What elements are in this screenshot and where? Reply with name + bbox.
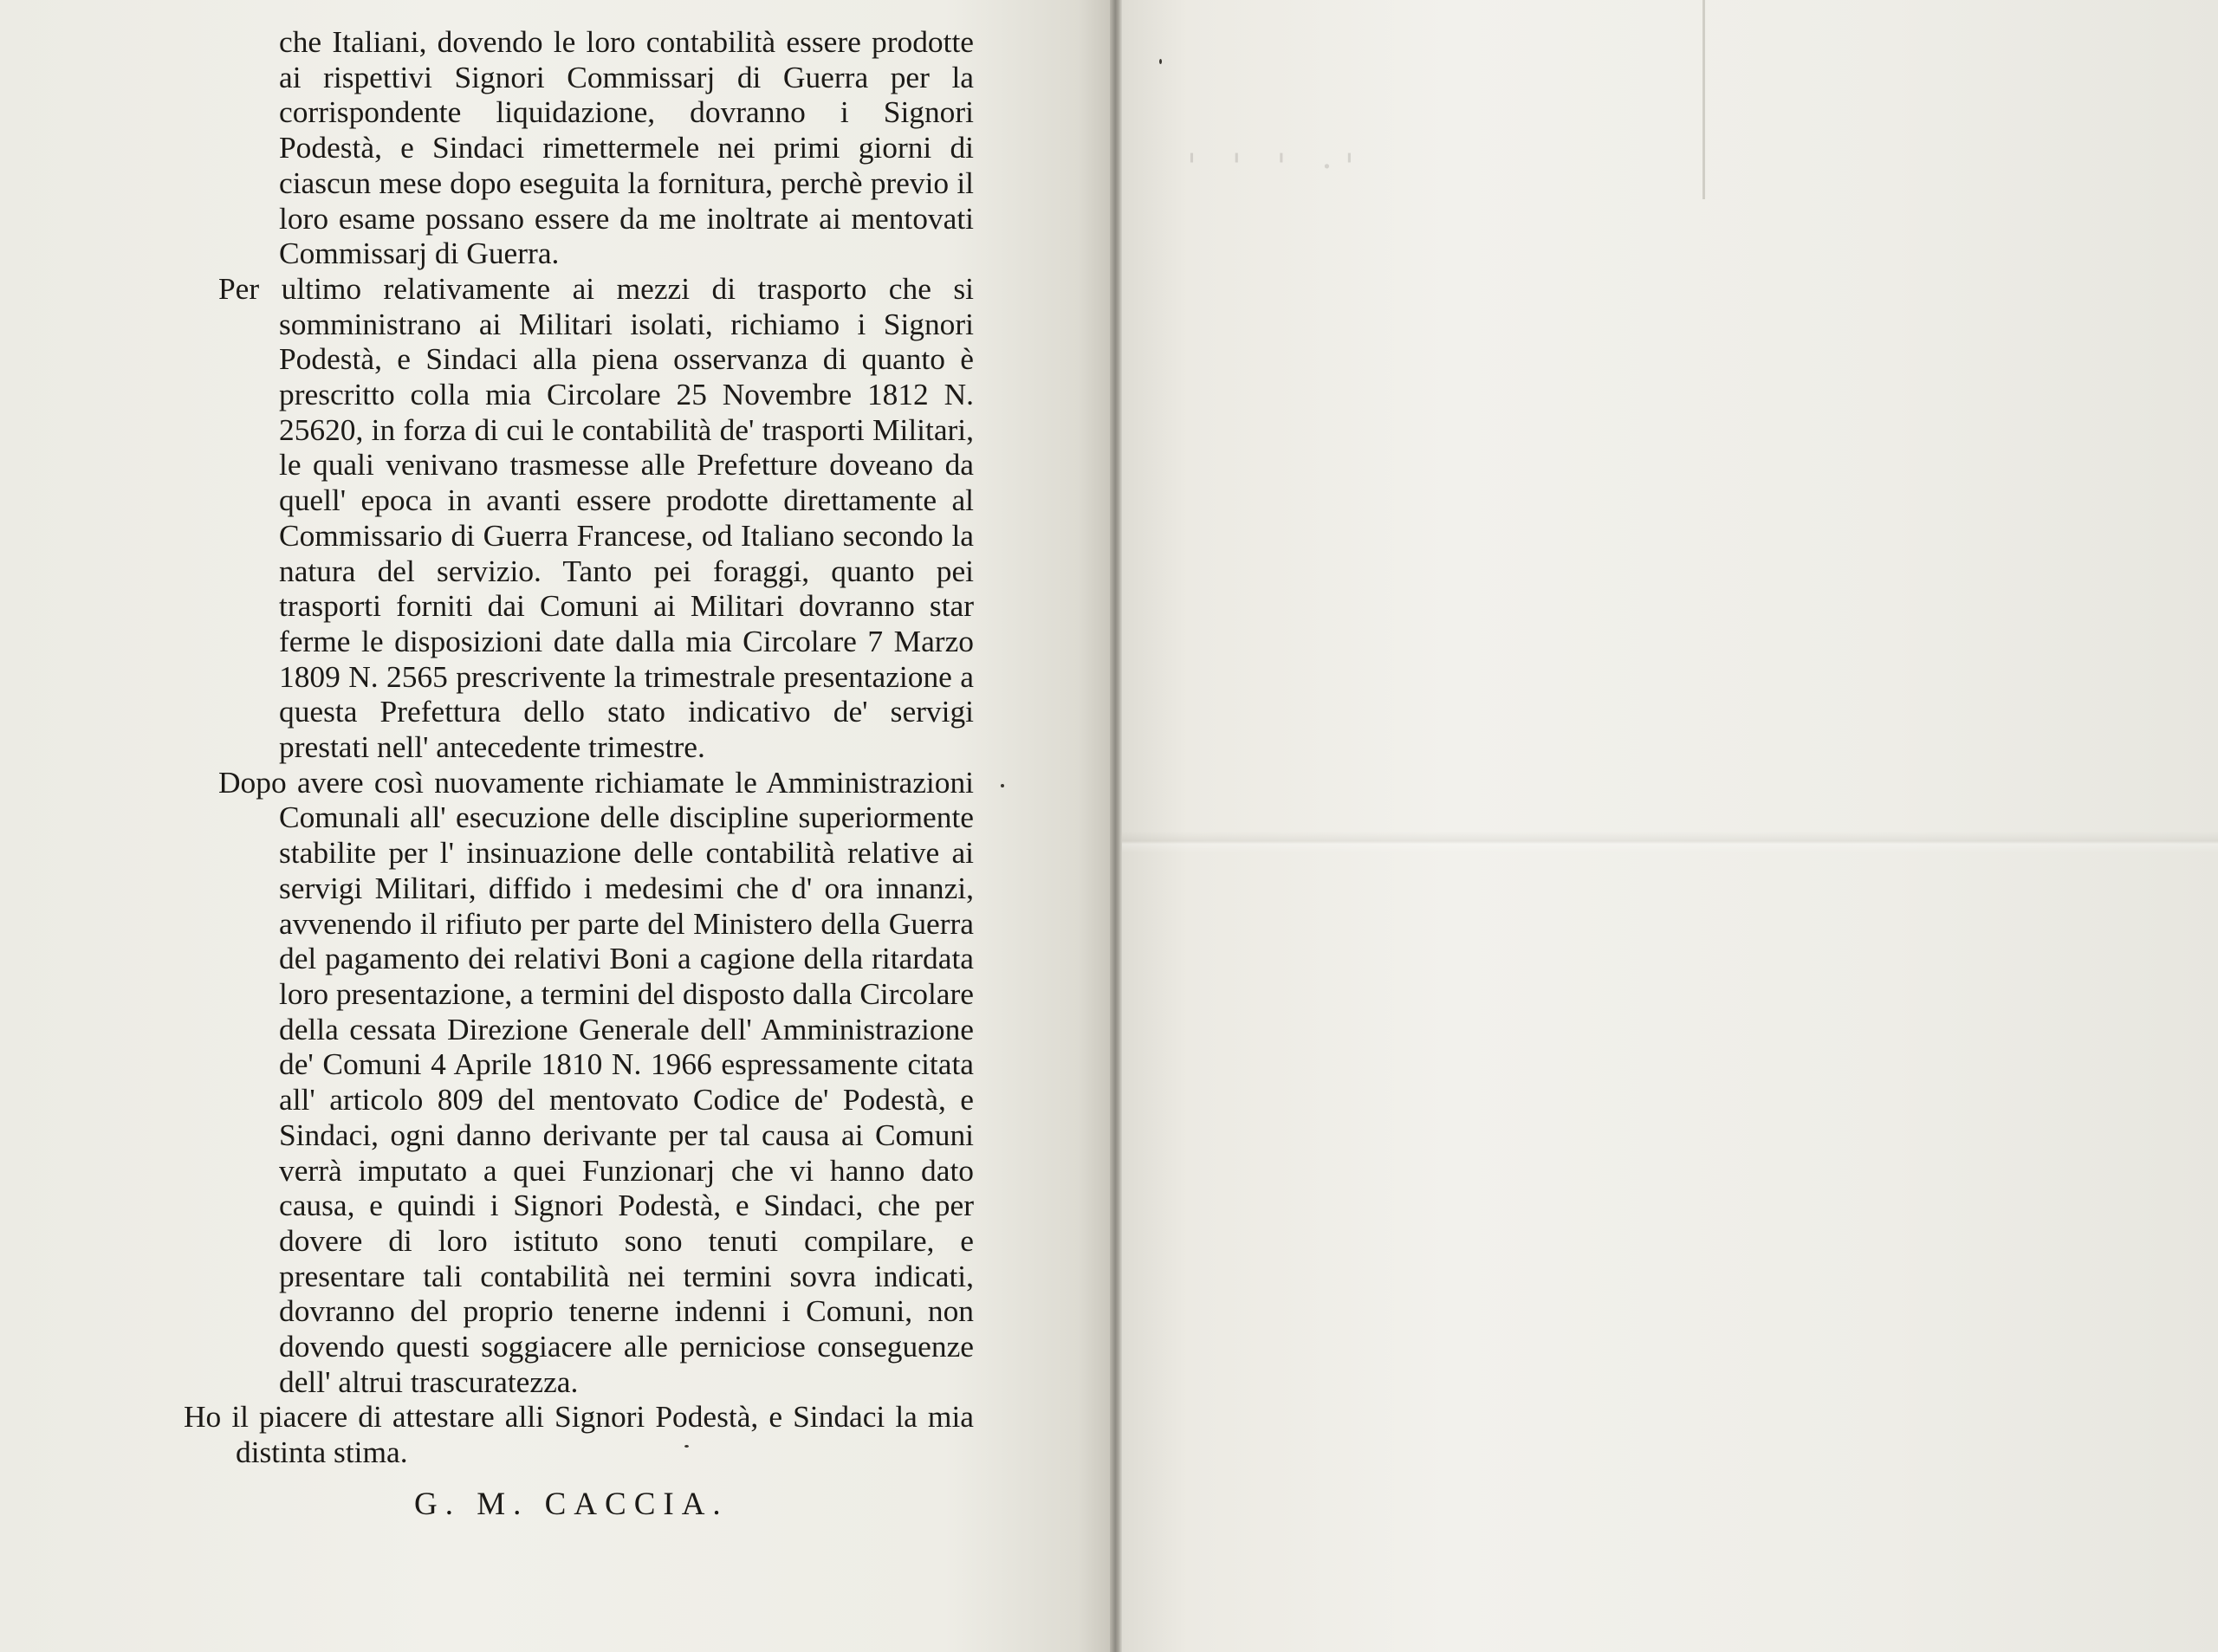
paper-fold [1122, 832, 2218, 852]
bleed-through-marks: ' ' ' ·' [1187, 147, 1366, 187]
ink-speck [684, 1445, 689, 1448]
circular-text [184, 24, 974, 1470]
paragraph-transport: Per ultimo relativamente ai mezzi di trasporto che si somministrano ai Militari isolati, richiamo i Signori Podestà, e Sindaci alla piena osservanza di quanto è prescritto colla mia Circolare 25 Novembre 1812 N. 25620, in forza di cui le contabilità de' trasporti Militari, le quali venivano trasmesse alle Prefetture doveano da quell' epoca in avanti essere prodotte direttamente al Commissario di Guerra Francese, od Italiano secondo la natura del servizio. Tanto pei foraggi, quanto pei trasporti forniti dai Comuni ai Militari dovranno star ferme le disposizioni date dalla mia Circolare 7 Marzo 1809 N. 2565 prescrivente la trimestrale presentazione a questa Prefettura dello stato indicativo de' servigi prestati nell' antecedente trimestre. [218, 270, 974, 765]
ink-speck [1001, 784, 1004, 787]
paragraph-continuation: che Italiani, dovendo le loro contabilità essere prodotte ai rispettivi Signori Commissarj di Guerra per la corrispondente liquidazione, dovranno i Signori Podestà, e Sindaci rimettermele nei primi giorni di ciascun mese dopo eseguita la fornitura, perchè previo il loro esame possano essere da me inoltrate ai mentovati Commissarj di Guerra. [279, 24, 974, 271]
paper-crease [1702, 0, 1705, 199]
book-gutter [1110, 0, 1122, 1652]
signature: G. M. CACCIA. [414, 1487, 729, 1522]
ink-speck [1159, 59, 1162, 64]
paragraph-warning: Dopo avere così nuovamente richiamate le Amministrazioni Comunali all' esecuzione delle discipline superiormente stabilite per l' insinuazione delle contabilità relative ai servigi Militari, diffido i medesimi che d' ora innanzi, avvenendo il rifiuto per parte del Ministero della Guerra del pagamento dei relativi Boni a cagione della ritardata loro presentazione, a termini del disposto dalla Circolare della cessata Direzione Generale dell' Amministrazione de' Comuni 4 Aprile 1810 N. 1966 espressamente citata all' articolo 809 del mentovato Codice de' Podestà, e Sindaci, ogni danno derivante per tal causa ai Comuni verrà imputato a quei Funzionarj che vi hanno dato causa, e quindi i Signori Podestà, e Sindaci, che per dovere di loro istituto sono tenuti compilare, e presentare tali contabilità nei termini sovra indicati, dovranno del proprio tenerne indenni i Comuni, non dovendo questi soggiacere alle perniciose conseguenze dell' altrui trascuratezza. [218, 764, 974, 1399]
paragraph-closing: Ho il piacere di attestare alli Signori Podestà, e Sindaci la mia distinta stima. [184, 1399, 974, 1470]
right-page [1122, 0, 2218, 1652]
